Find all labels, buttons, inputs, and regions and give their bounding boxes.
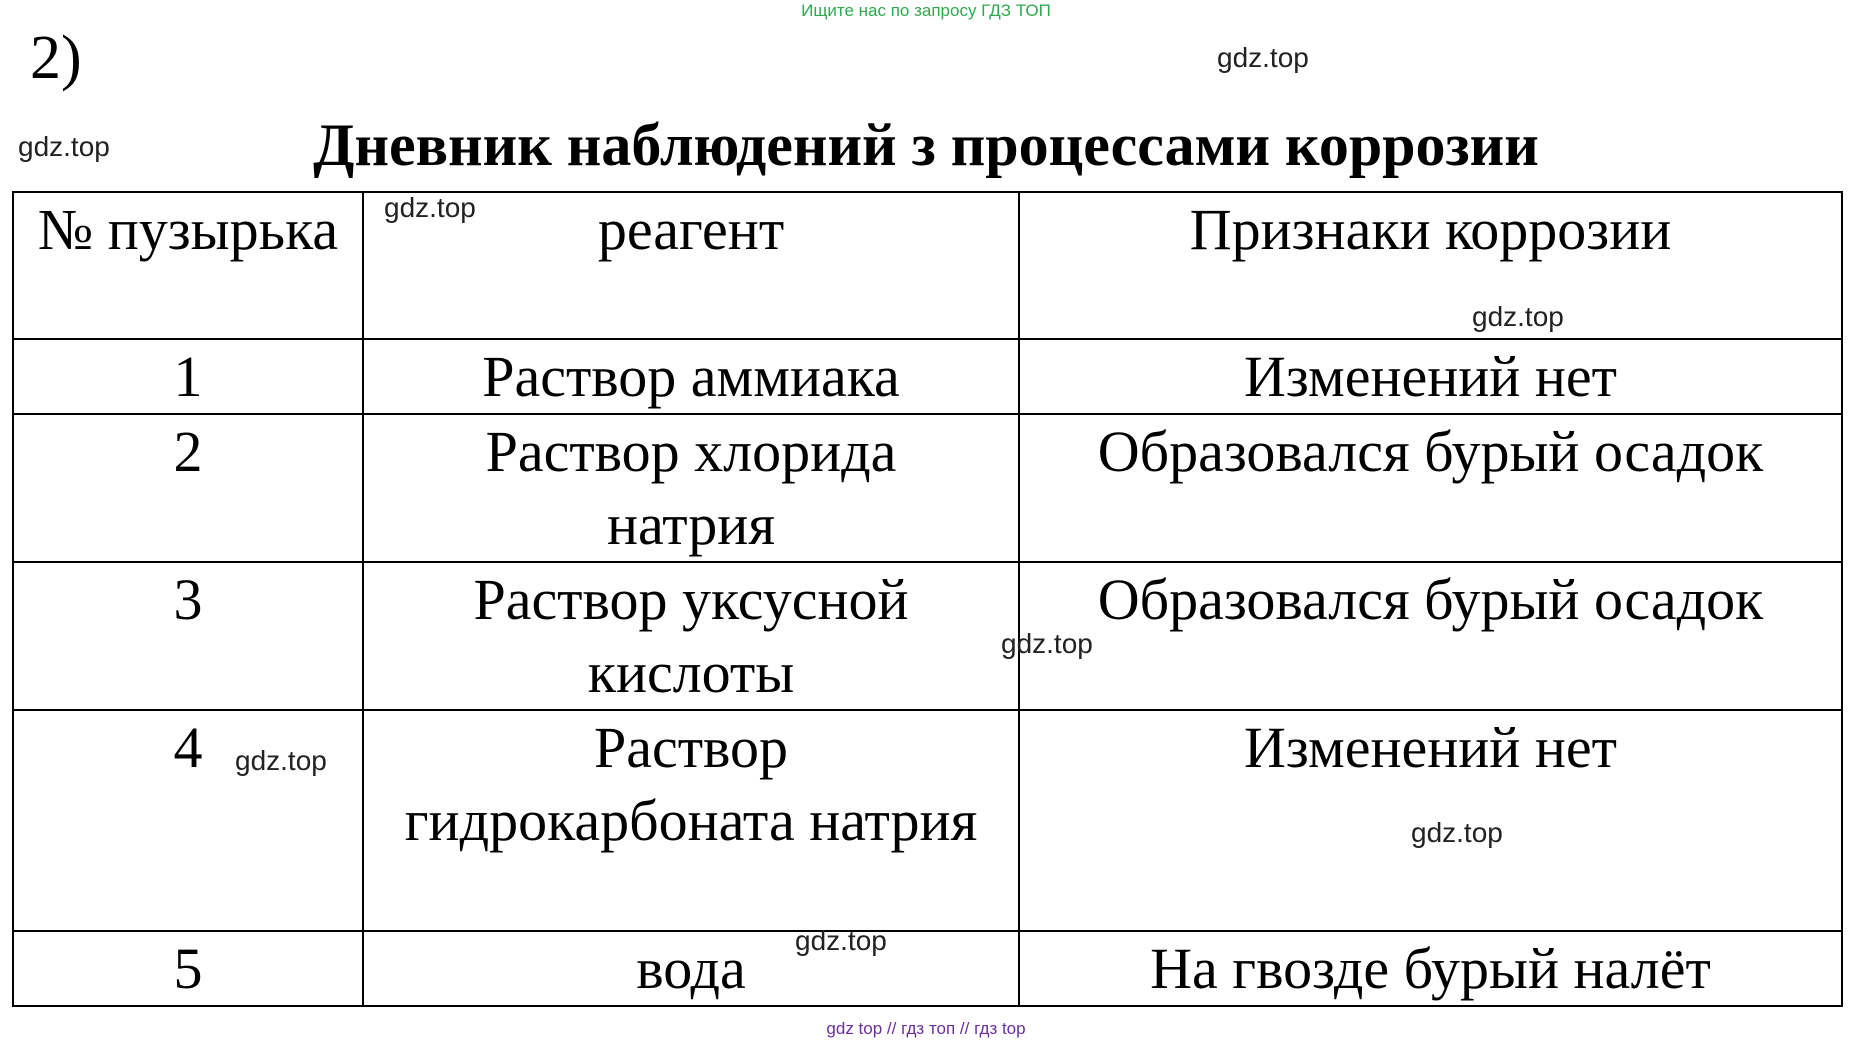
reagent-cell: Раствор уксусной кислоты xyxy=(363,562,1019,710)
table-row xyxy=(13,562,1842,710)
table-row xyxy=(13,931,1842,1006)
row-number-cell: 1 xyxy=(13,339,363,414)
top-banner: Ищите нас по запросу ГДЗ ТОП xyxy=(801,1,1051,20)
table-header-row xyxy=(13,192,1842,339)
watermark: gdz.top xyxy=(384,192,476,223)
watermark: gdz.top xyxy=(1217,42,1309,73)
observation-table xyxy=(12,191,1843,1007)
column-header-signs: Признаки коррозии xyxy=(1019,192,1842,339)
row-number-cell: 5 xyxy=(13,931,363,1006)
signs-cell: На гвозде бурый налёт xyxy=(1019,931,1842,1006)
reagent-cell: Раствор хлорида натрия xyxy=(363,414,1019,562)
page-title: Дневник наблюдений з процессами коррозии xyxy=(313,112,1539,178)
table-row xyxy=(13,414,1842,562)
reagent-cell: Раствор гидрокарбоната натрия xyxy=(363,710,1019,931)
reagent-cell: Раствор аммиака xyxy=(363,339,1019,414)
signs-cell: Образовался бурый осадок xyxy=(1019,414,1842,562)
signs-cell: Изменений нет xyxy=(1019,710,1842,931)
watermark: gdz.top xyxy=(1411,817,1503,848)
signs-cell: Образовался бурый осадок xyxy=(1019,562,1842,710)
row-number-cell: 4 xyxy=(13,710,363,931)
signs-cell: Изменений нет xyxy=(1019,339,1842,414)
column-header-number: № пузырька xyxy=(13,192,363,339)
watermark: gdz.top xyxy=(795,925,887,956)
watermark: gdz.top xyxy=(18,131,110,162)
watermark: gdz.top xyxy=(1472,301,1564,332)
task-number: 2) xyxy=(30,24,82,92)
footer-links: gdz top // гдз топ // гдз top xyxy=(826,1019,1026,1038)
table-row xyxy=(13,339,1842,414)
row-number-cell: 3 xyxy=(13,562,363,710)
table-row xyxy=(13,710,1842,931)
watermark: gdz.top xyxy=(235,745,327,776)
reagent-cell: вода xyxy=(363,931,1019,1006)
watermark: gdz.top xyxy=(1001,628,1093,659)
row-number-cell: 2 xyxy=(13,414,363,562)
column-header-reagent: реагент xyxy=(363,192,1019,339)
